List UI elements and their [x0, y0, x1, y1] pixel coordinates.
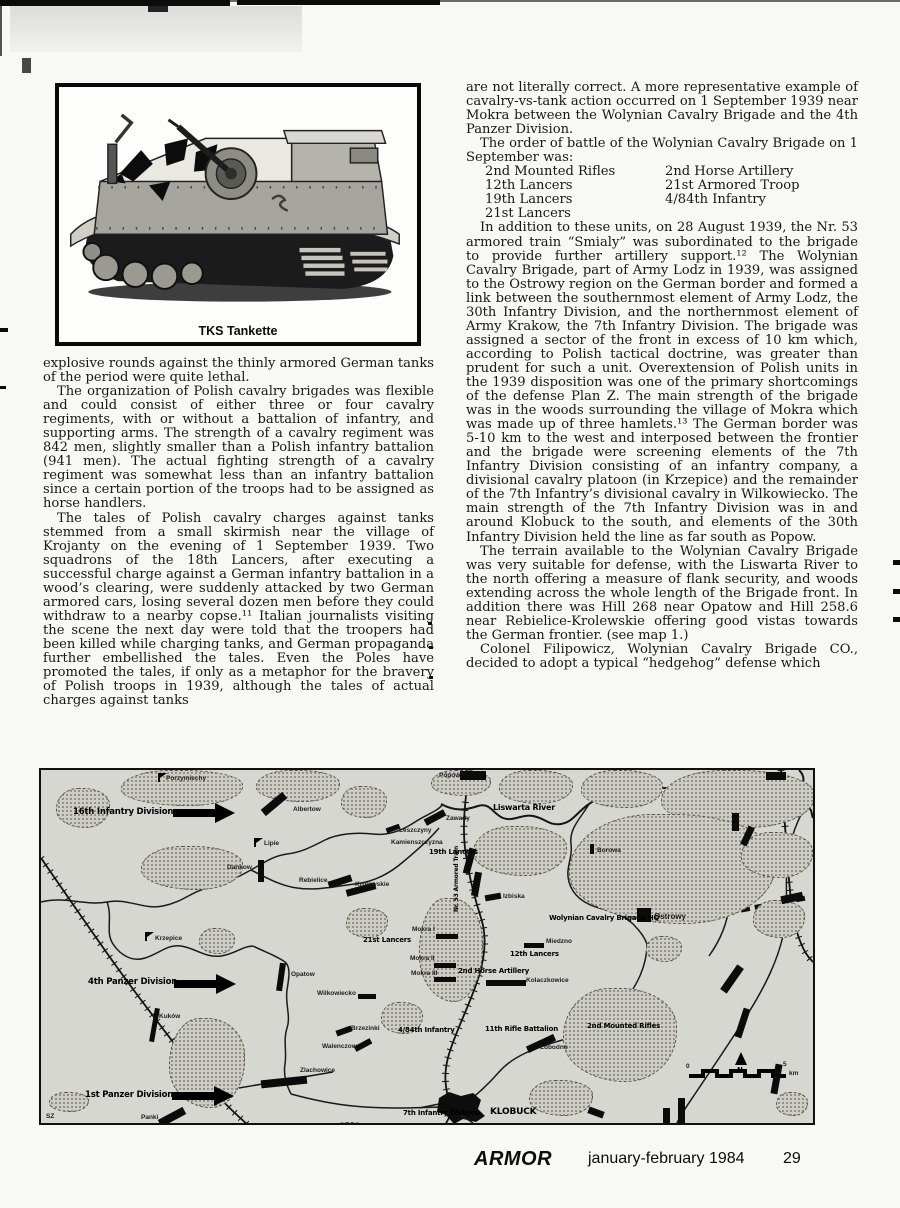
- paragraph: explosive rounds against the thinly armored German tanks of the period were quite lethal.: [43, 356, 434, 386]
- forest-area: [776, 1092, 808, 1116]
- order-of-battle-item: 21st Lancers: [485, 206, 571, 222]
- map-label: Krzepice: [155, 935, 183, 942]
- map-label: 21st Lancers: [363, 936, 411, 944]
- paragraph: Colonel Filipowicz, Wolynian Cavalry Brigade CO., decided to adopt a typical “hedgehog” defense which: [466, 641, 858, 671]
- forest-area: [473, 826, 567, 876]
- order-of-battle-col2: [665, 165, 800, 207]
- klobuck-city: [437, 1092, 485, 1123]
- map-label: SZ: [46, 1113, 55, 1120]
- map-label: 4/84th Infantry: [398, 1026, 455, 1034]
- map-label: 0: [686, 1063, 690, 1070]
- forest-area: [341, 786, 387, 818]
- map-label: 1st Panzer Division: [85, 1090, 174, 1100]
- forest-area: [563, 988, 677, 1082]
- map-label: Lobodno: [540, 1044, 568, 1051]
- forest-area: [256, 770, 340, 802]
- tankette-illustration: [59, 87, 409, 313]
- map-label: km: [789, 1070, 799, 1077]
- scan-artifact: [0, 386, 6, 389]
- order-of-battle-list: [466, 165, 858, 221]
- map-label: Kolaczkowice: [526, 977, 569, 984]
- map-label: Liswarta River: [493, 803, 556, 812]
- map-label: Zlachowice: [300, 1067, 336, 1074]
- unit-symbol: [663, 1108, 670, 1125]
- order-of-battle-item: 4/84th Infantry: [665, 192, 766, 208]
- forest-area: [419, 898, 483, 1002]
- map-label: 19th Lancers: [429, 848, 478, 856]
- unit-symbol: [436, 934, 458, 939]
- right-column: [466, 81, 858, 671]
- scan-artifact: [0, 0, 2, 56]
- map-label: Lipie: [264, 840, 280, 847]
- paragraph: The tales of Polish cavalry charges against tanks stemmed from a small skirmish near the village of Krojanty on the evening of 1 September 1939. Two squadrons of the 18th Lancers, after executing a successful charge against a German infantry battalion in a wood’s clearing, were suddenly attacked by two German armored cars, losing several dozen men before they could withdraw to a nearby copse.¹¹ Italian journalists visiting the scene the next day were told that the troopers had been killed while charging tanks, and German propaganda further embellished the tales. Even the Poles have promoted the tales, if only as a metaphor for the bravery of Polish troops in 1939, although the tales of actual charges against tanks: [43, 510, 434, 709]
- paragraph: The terrain available to the Wolynian Cavalry Brigade was very suitable for defense, with the Liswarta River to the north offering a measure of flank security, and woods extending across the whole length of the Brigade front. In addition there was Hill 268 near Opatow and Hill 258.6 near Rebielice-Krolewskie offering good vistas towards the German frontier. (see map 1.): [466, 543, 858, 643]
- paragraph: The order of battle of the Wolynian Cavalry Brigade on 1 September was:: [466, 136, 858, 166]
- village-flag-icon: [145, 932, 147, 941]
- scan-artifact: [0, 0, 900, 2]
- unit-symbol: [524, 943, 544, 948]
- scan-artifact: [22, 58, 31, 73]
- scan-smudge: [10, 6, 302, 52]
- map: [39, 768, 815, 1125]
- map-label: Panki: [141, 1114, 159, 1121]
- unit-symbol: [766, 772, 786, 780]
- paragraph: The organization of Polish cavalry brigades was flexible and could consist of either three or four cavalry regiments, with or without a battalion of infantry, and supporting arms. The strength of a cavalry regiment was 842 men, slightly smaller than a Polish infantry battalion (941 men). The actual fighting strength of a cavalry regiment was somewhat less than an infantry battalion since a certain portion of the troops had to be assigned as horse handlers.: [43, 384, 434, 512]
- map-label: Miedzno: [546, 938, 572, 945]
- map-label: Brzezinki: [351, 1025, 380, 1032]
- scan-artifact: [893, 617, 900, 622]
- map-label: N: [737, 1066, 743, 1074]
- order-of-battle-item: 12th Lancers: [485, 178, 573, 194]
- attack-arrow-icon: [172, 1092, 214, 1100]
- order-of-battle-item: 21st Armored Troop: [665, 178, 800, 194]
- forest-area: [753, 900, 805, 938]
- map-label: 12th Lancers: [510, 950, 559, 958]
- unit-symbol: [678, 1098, 685, 1124]
- map-label: Mokra III: [411, 970, 438, 977]
- forest-area: [741, 832, 813, 878]
- scan-artifact: [0, 328, 8, 332]
- map-label: Rebielice: [299, 877, 328, 884]
- unit-symbol: [358, 994, 376, 999]
- map-label: 11th Rifle Battalion: [485, 1025, 558, 1033]
- unit-symbol: [434, 963, 456, 968]
- left-column: [43, 357, 434, 708]
- forest-area: [581, 770, 663, 808]
- page-number: 29: [783, 1150, 801, 1167]
- map-label: 16th Infantry Division: [73, 807, 174, 817]
- unit-symbol: [590, 844, 594, 854]
- forest-area: [646, 936, 682, 962]
- map-label: 2nd Horse Artillery: [458, 967, 530, 975]
- map-label: KLOBUCK: [490, 1107, 537, 1117]
- forest-area: [529, 1080, 593, 1116]
- order-of-battle-item: 19th Lancers: [485, 192, 573, 208]
- unit-symbol: [486, 980, 526, 986]
- map-label: Borowa: [597, 847, 621, 854]
- map-label: Nr. 53 Armored Train: [453, 845, 460, 912]
- map-label: 2nd Mounted Rifles: [587, 1022, 661, 1030]
- forest-area: [49, 1092, 89, 1112]
- forest-area: [199, 928, 235, 954]
- unit-symbol: [732, 813, 739, 831]
- attack-arrow-icon: [173, 809, 215, 817]
- map-label: Walenczow: [322, 1043, 357, 1050]
- scan-artifact: [893, 560, 900, 565]
- map-label: Krolewskie: [355, 881, 390, 888]
- village-flag-icon: [158, 773, 160, 782]
- map-label: Wilkowiecko: [317, 990, 356, 997]
- map-label: Albertow: [293, 806, 321, 813]
- unit-symbol: [460, 771, 486, 780]
- magazine-title: ARMOR: [474, 1148, 553, 1170]
- page-footer: [0, 1146, 900, 1176]
- map-label: 7th Infantry Division: [403, 1109, 481, 1117]
- order-of-battle-item: 2nd Horse Artillery: [665, 164, 794, 180]
- attack-arrow-icon: [174, 980, 216, 988]
- scan-artifact: [893, 589, 900, 594]
- map-label: Leszczyny: [399, 827, 432, 834]
- map-label: Wolynian Cavalry Brigade HQ: [549, 914, 660, 922]
- map-label: Izbiska: [503, 893, 525, 900]
- unit-symbol: [258, 860, 264, 882]
- map-label: Mokra I: [412, 926, 435, 933]
- map-label: Zawady: [446, 815, 470, 822]
- figure-caption: TKS Tankette: [198, 324, 278, 338]
- map-label: Porzymiechy: [166, 775, 207, 782]
- village-flag-icon: [254, 838, 256, 847]
- paragraph: are not literally correct. A more representative example of cavalry-vs-tank action occurred on 1 September 1939 near Mokra between the Wolynian Cavalry Brigade and the 4th Panzer Division.: [466, 80, 858, 138]
- map-label: Mokra II: [410, 955, 435, 962]
- map-label: Kamienszczyzna: [391, 839, 443, 846]
- map-label: Dankow: [227, 864, 252, 871]
- issue-date: january-february 1984: [588, 1150, 745, 1167]
- map-label: 4th Panzer Division: [88, 977, 178, 987]
- order-of-battle-item: 2nd Mounted Rifles: [485, 164, 616, 180]
- paragraph: In addition to these units, on 28 August 1939, the Nr. 53 armored train “Smialy” was subordinated to the brigade to provide further artillery support.¹² The Wolynian Cavalry Brigade, part of Army Lodz in 1939, was assigned to the Ostrowy region on the German border and formed a link between the southernmost element of Army Lodz, the 30th Infantry Division, and the northernmost element of Army Krakow, the 7th Infantry Division. The brigade was assigned a sector of the front in excess of 10 km which, according to Polish tactical doctrine, was greater than prudent for such a unit. Overextension of Polish units in the 1939 disposition was one of the primary shortcomings of the defense Plan Z. The main strength of the brigade was in the woods surrounding the village of Mokra which was made up of three hamlets.¹³ The German border was 5-10 km to the west and interposed between the frontier and the brigade were screening elements of the 7th Infantry Division consisting of an infantry company, a divisional cavalry platoon (in Krzepice) and the remainder of the 7th Infantry’s divisional cavalry in Wilkowiecko. The main strength of the 7th Infantry Division was in and around Klobuck to the south, and elements of the 30th Infantry Division held the line as far south as Popow.: [466, 220, 858, 545]
- map-label: 5: [783, 1061, 787, 1068]
- unit-symbol: [434, 977, 456, 982]
- map-label: Ostrowy: [654, 912, 687, 921]
- forest-area: [346, 908, 388, 938]
- map-label: Popow: [439, 772, 461, 779]
- tankette-figure: [55, 83, 421, 346]
- map-label: Opatow: [291, 971, 315, 978]
- map-label: Kuków: [159, 1013, 181, 1020]
- forest-area: [499, 770, 573, 804]
- compass-north-icon: [735, 1052, 747, 1065]
